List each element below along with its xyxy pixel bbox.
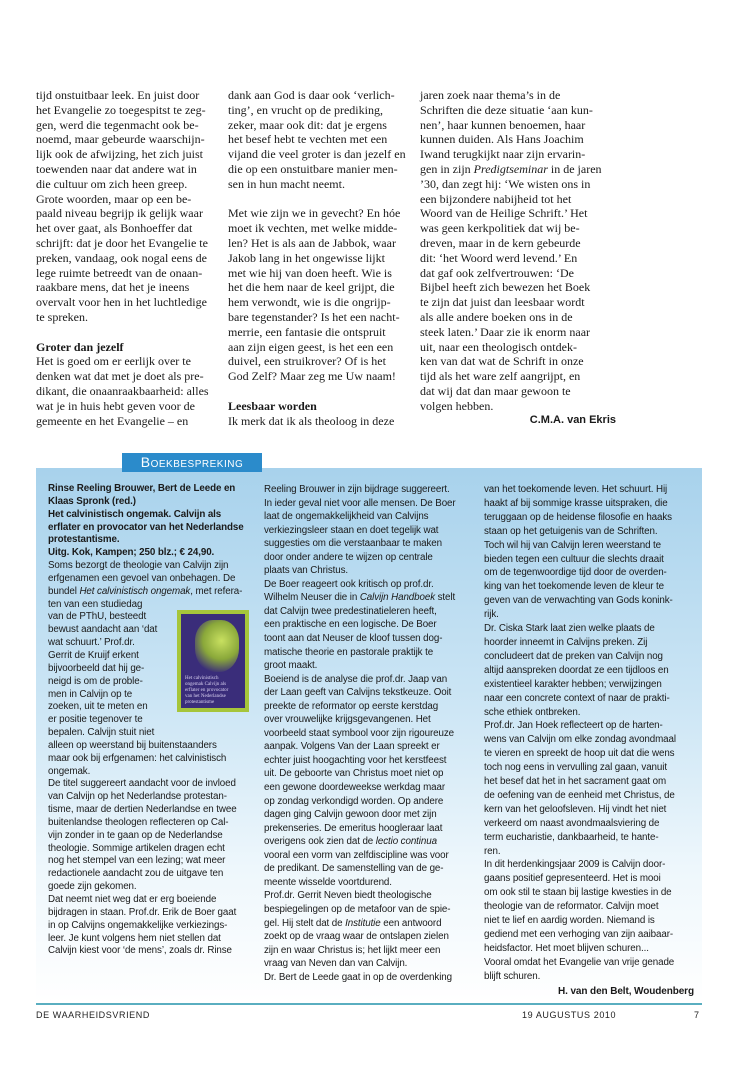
text-line: aan zijn eigen geest, is het een een bbox=[228, 339, 394, 354]
text-line: een gewone doordeweekse werkdag maar bbox=[264, 782, 446, 794]
text-line: als alle andere boeken ons in de bbox=[420, 309, 573, 324]
text-line: van de PThU, besteedt bbox=[48, 611, 147, 623]
text-line: echter juist hoogachting voor het kerstfeest bbox=[264, 754, 447, 766]
text-line: In dit herdenkingsjaar 2009 is Calvijn door- bbox=[484, 859, 666, 871]
text-line: Reeling Brouwer in zijn bijdrage suggereert. bbox=[264, 484, 450, 495]
text-line: het besef hebt te vechten met een bbox=[228, 132, 388, 147]
book-details-line: Het calvinistisch ongemak. Calvijn als bbox=[48, 508, 222, 520]
text-line: In ieder geval niet voor alle mensen. De Boer bbox=[264, 497, 456, 509]
text-line: Calvijn kiest voor ‘de mens’, zoals dr. Rinse bbox=[48, 945, 232, 957]
text-line: ken van dat wat de Schrift in onze bbox=[420, 354, 584, 369]
italic-title: Het calvinistisch ongemak bbox=[79, 585, 191, 597]
text-line: gediend met een verhoging van zijn aaibaar- bbox=[484, 929, 674, 940]
text-line: met wie hij van doen heeft. Wie is bbox=[228, 265, 392, 280]
text-line: groot maakt. bbox=[264, 660, 318, 672]
text-line: dreven, maar in de kern gebeurde bbox=[420, 235, 581, 250]
text-line: jaren zoek naar thema’s in de bbox=[420, 88, 561, 102]
text-line: over vrouwelijke krijgsgevangenen. Het bbox=[264, 714, 431, 726]
text-line: God Zelf? Maar zeg me Uw naam! bbox=[228, 369, 396, 384]
book-details-line: Klaas Spronk (red.) bbox=[48, 495, 136, 507]
book-cover-image bbox=[177, 610, 249, 712]
text-line: existentieel karakter hebben; verwijzingen bbox=[484, 678, 662, 690]
text-line: ongemak. bbox=[48, 765, 91, 777]
text-line bbox=[36, 325, 209, 340]
footer-rule bbox=[36, 1003, 702, 1005]
text-line: redactionele aandacht zou de uitgave ten bbox=[48, 868, 224, 880]
text-line: nen’, haar kunnen benoemen, haar bbox=[420, 117, 586, 132]
text-line: toch nog eens in vervulling zal gaan, vanuit bbox=[484, 762, 667, 774]
text-segment: , met refera- bbox=[190, 585, 243, 597]
text-line: sche ethiek ontbreken. bbox=[484, 706, 581, 718]
text-line: moet ik vechten, met welke midde- bbox=[228, 221, 398, 236]
text-line: een bijzondere nabijheid tot het bbox=[420, 191, 572, 206]
text-line: Schriften die deze situatie ‘aan kun- bbox=[420, 102, 593, 117]
text-line: bieden tegen een cultuur die slechts draait bbox=[484, 553, 664, 565]
text-line: plaats van Christus. bbox=[264, 565, 349, 577]
text-line: vijn zonder in te gaan op de Nederlandse bbox=[48, 829, 223, 841]
text-line: de predikant. De samenstelling van de ge- bbox=[264, 863, 444, 875]
text-line: het die hem naar de keel grijpt, die bbox=[228, 280, 395, 295]
text-line: zoekt op de vraag waar de ontslapen zielen bbox=[264, 931, 449, 943]
text-line: alleen op weerstand bij buitenstaanders bbox=[48, 739, 217, 751]
text-line: leer. Je kunt volgens hem niet stellen dat bbox=[48, 932, 221, 944]
cover-title-line: ongemak Calvijn als bbox=[185, 682, 227, 687]
text-line: er positie tegenover te bbox=[48, 714, 143, 726]
text-line: dat gaf ook zelfvertrouwen: ‘De bbox=[420, 265, 574, 280]
text-segment: Wilhelm Neuser die in bbox=[264, 592, 360, 604]
text-line: sen in hun macht neemt. bbox=[228, 176, 345, 191]
text-line: te spreken. bbox=[36, 309, 88, 324]
text-line: Het is goed om er eerlijk over te bbox=[36, 354, 191, 369]
text-line: Toch wil hij van Calvijn leren weerstand te bbox=[484, 539, 662, 551]
section-label: Boekbespreking bbox=[122, 453, 262, 472]
text-line: wens van Calvijn om elke zondag avondmaal bbox=[484, 734, 676, 746]
calvin-portrait bbox=[195, 620, 239, 672]
text-line: hem verwondt, wie is die ongrijp- bbox=[228, 295, 391, 310]
text-line: lege ruimte betreedt van de onaan- bbox=[36, 265, 203, 280]
text-line: dat wij dat dan maar gewoon te bbox=[420, 383, 571, 398]
text-line: meente wisselde voortdurend. bbox=[264, 876, 392, 888]
text-line: tijd onstuitbaar leek. En juist door bbox=[36, 88, 200, 102]
article-author: C.M.A. van Ekris bbox=[529, 414, 616, 426]
text-line bbox=[264, 835, 456, 849]
text-line: niet te lief en aardig worden. Niemand is bbox=[484, 915, 655, 927]
text-line: Ik merk dat ik als theoloog in deze bbox=[228, 413, 395, 428]
text-line: zoeken, uit te meten en bbox=[48, 701, 148, 713]
text-line: bepalen. Calvijn stuit niet bbox=[48, 727, 155, 739]
italic-title: Institutie bbox=[345, 917, 381, 929]
text-line: te zijn dat juist dan leesbaar wordt bbox=[420, 295, 585, 310]
text-line: toewenden naar dat andere wat in bbox=[36, 161, 197, 176]
text-line: Woord van de Heilige Schrift.’ Het bbox=[420, 206, 588, 221]
text-line: erfgenamen een gevoel van onbehagen. De bbox=[48, 572, 236, 584]
text-line: die cultuur om zich heen greep. bbox=[36, 176, 188, 191]
text-line: paald niveau begrijp ik gelijk waar bbox=[36, 206, 203, 221]
text-line: Dat neemt niet weg dat er erg boeiende bbox=[48, 894, 217, 905]
text-line: bijdragen in staan. Prof.dr. Erik de Boer gaat bbox=[48, 906, 237, 918]
text-line: teruggaan op de heidense filosofie en haaks bbox=[484, 511, 672, 523]
text-line: blijft schuren. bbox=[484, 970, 541, 982]
text-line: men in Calvijn op te bbox=[48, 688, 133, 700]
text-line: gen, werd die tegenmacht ook be- bbox=[36, 117, 199, 132]
book-details-line: Uitg. Kok, Kampen; 250 blz.; € 24,90. bbox=[48, 547, 215, 559]
text-line: Boeiend is de analyse die prof.dr. Jaap van bbox=[264, 673, 448, 685]
text-line: dat Calvijn twee predestinatieleren heeft, bbox=[264, 605, 437, 617]
text-line: door onder andere te wijzen op centrale bbox=[264, 551, 433, 563]
italic-title: lectio continua bbox=[375, 836, 437, 848]
text-line: op zondag verkondigd worden. Op andere bbox=[264, 795, 444, 807]
text-segment: in de jaren bbox=[547, 161, 602, 176]
page-number: 7 bbox=[694, 1010, 700, 1020]
book-details-line: Rinse Reeling Brouwer, Bert de Leede en bbox=[48, 483, 236, 494]
text-line: De titel suggereert aandacht voor de invloed bbox=[48, 778, 236, 790]
text-line: bespiegelingen op de metafoor van de spie- bbox=[264, 903, 451, 915]
text-line: vooral een vorm van zelfdiscipline was voor bbox=[264, 849, 449, 861]
text-line: vijand die veel groter is dan jezelf en bbox=[228, 147, 406, 162]
text-line: Bijbel heeft zich bewezen het Boek bbox=[420, 280, 591, 295]
text-line: merrie, een fantasie die ontspruit bbox=[228, 324, 386, 339]
book-details-line: erflater en provocator van het Nederlandse bbox=[48, 521, 244, 533]
text-line: het Evangelie zo toegespitst te zeg- bbox=[36, 102, 206, 117]
article-column-3 bbox=[420, 88, 616, 414]
text-line: tisme, maar de dertien Nederlandse en twee bbox=[48, 804, 237, 816]
text-line: kern van het geloofsleven. Hij vindt het niet bbox=[484, 803, 667, 815]
text-line: bewust aandacht aan ‘dat bbox=[48, 624, 158, 636]
text-line: heidsfactor. Het moet blijven schuren... bbox=[484, 942, 649, 954]
text-line: der Laan geeft van Calvijns tekstkeuze. Ooit bbox=[264, 687, 452, 699]
text-line: verkiezingsleer staan en doet tegelijk wat bbox=[264, 524, 439, 536]
text-line: gemeente en het Evangelie – en bbox=[36, 413, 189, 428]
article-column-1 bbox=[36, 88, 209, 428]
text-segment: een antwoord bbox=[380, 917, 442, 929]
cover-title-line: erflater en provocator bbox=[185, 688, 229, 693]
text-line: De Boer reageert ook kritisch op prof.dr. bbox=[264, 578, 434, 590]
text-line: Jakob lang in het ongewisse lijkt bbox=[228, 250, 385, 265]
text-line: het over gaat, als Bonhoeffer dat bbox=[36, 221, 193, 236]
text-line: zijn en waar Christus is; het lijkt meer een bbox=[264, 944, 441, 956]
text-line: ting’, en vrucht op de prediking, bbox=[228, 102, 383, 117]
text-segment: bundel bbox=[48, 585, 80, 597]
review-column-1 bbox=[48, 483, 244, 958]
text-segment: stelt bbox=[435, 592, 456, 604]
text-line: van Calvijn op het Nederlandse protestan- bbox=[48, 791, 227, 803]
text-line: len? Het is als aan de Jabbok, waar bbox=[228, 235, 396, 250]
text-line: preekte de reformator op eerste kerstdag bbox=[264, 700, 439, 712]
text-line bbox=[264, 917, 456, 931]
text-line: die op een onstuitbare manier men- bbox=[228, 161, 398, 176]
text-segment: overigens ook zien dat de bbox=[264, 836, 376, 848]
footer-magazine-name: DE WAARHEIDSVRIEND bbox=[36, 1010, 150, 1020]
section-heading: Leesbaar worden bbox=[228, 398, 317, 413]
text-line: buitenlandse theologen reflecteren op Cal- bbox=[48, 816, 229, 828]
text-line: Vooral omdat het Evangelie van vrije genade bbox=[484, 956, 675, 968]
text-line: Gerrit de Kruijf erkent bbox=[48, 649, 139, 661]
text-line: laat de ongemakkelijkheid van Calvijns bbox=[264, 511, 429, 523]
text-line: preken, vandaag, ook nogal eens de bbox=[36, 250, 207, 265]
cover-title-line: van het Nederlandse bbox=[185, 694, 226, 699]
text-line: bijvoorbeeld dat hij ge- bbox=[48, 662, 145, 674]
text-line: dagen ging Calvijn gewoon door met zijn bbox=[264, 809, 437, 821]
text-line: het besef dat het in het sacrament gaat om bbox=[484, 776, 667, 788]
text-line: denken wat dat met je doet als pre- bbox=[36, 369, 204, 384]
text-line: Met wie zijn we in gevecht? En hóe bbox=[228, 206, 401, 221]
text-line: maar ook bij erfgenamen: het calvinistisch bbox=[48, 752, 227, 764]
text-line: Grote woorden, maar op een be- bbox=[36, 191, 192, 206]
text-line: prekenseries. De emeritus hoogleraar laat bbox=[264, 822, 443, 834]
text-line: was geen kerkpolitiek dat wij be- bbox=[420, 221, 580, 236]
section-heading: Groter dan jezelf bbox=[36, 339, 124, 354]
text-line: om ook stil te staan bij lastige kwesties in de bbox=[484, 887, 672, 899]
text-line: dikant, die onaanraakbaarheid: alles bbox=[36, 383, 209, 398]
text-line: term eucharistie, dankbaarheid, te hante- bbox=[484, 831, 659, 843]
text-line: goede zijn gekomen. bbox=[48, 881, 137, 893]
text-line: tijd als het ware zelf aangrijpt, en bbox=[420, 369, 581, 384]
text-line: theologie van de reformator. Calvijn moet bbox=[484, 901, 659, 913]
text-line: verkeerd om naast avondmaalsviering de bbox=[484, 817, 660, 829]
text-line: raakbare mens, dat het je ineens bbox=[36, 280, 190, 295]
text-line bbox=[228, 384, 406, 399]
reviewer-name: H. van den Belt, Woudenberg bbox=[557, 986, 694, 997]
text-line: zeker, maar ook dit: dat je ergens bbox=[228, 117, 387, 132]
text-line: aanpak. Volgens Van der Laan spreekt er bbox=[264, 741, 440, 753]
text-line: matische theorie en pastorale praktijk te bbox=[264, 646, 434, 658]
text-line: wat je in huis hebt geven voor de bbox=[36, 398, 195, 413]
text-line: ren. bbox=[484, 845, 501, 857]
text-segment: gen in zijn bbox=[420, 161, 474, 176]
text-line: wat schuurt.’ Prof.dr. bbox=[48, 637, 135, 649]
text-line: duivel, een struikrover? Of is het bbox=[228, 354, 386, 369]
text-line: steek laten.’ Daar zie ik enorm naar bbox=[420, 324, 591, 339]
text-line: Prof.dr. Jan Hoek reflecteert op de harten- bbox=[484, 720, 663, 732]
text-line: ten van een studiedag bbox=[48, 598, 143, 610]
text-line: Soms bezorgt de theologie van Calvijn zijn bbox=[48, 560, 229, 572]
text-line: uit, naar een theologisch ontdek- bbox=[420, 339, 577, 354]
book-details-line: protestantisme. bbox=[48, 534, 120, 546]
text-line: een praktische en een logische. De Boer bbox=[264, 619, 437, 631]
text-line bbox=[228, 192, 406, 207]
text-line bbox=[48, 586, 244, 599]
review-column-2 bbox=[264, 483, 456, 984]
text-line: Dr. Ciska Stark laat zien welke plaats de bbox=[484, 623, 655, 635]
text-line bbox=[264, 591, 456, 605]
text-line: altijd aanspreken doordat ze een tijdloos en bbox=[484, 664, 669, 676]
text-line bbox=[420, 162, 616, 177]
text-line: in op Calvijns ongemakkelijke verkiezings- bbox=[48, 919, 228, 931]
text-line: Prof.dr. Gerrit Neven biedt theologische bbox=[264, 890, 432, 902]
text-line: voorbeeld staat symbool voor zijn rigoureuze bbox=[264, 727, 455, 739]
text-line: theologie. Sommige artikelen dragen echt bbox=[48, 842, 225, 854]
text-line: Iwand terugkijkt naar zijn ervarin- bbox=[420, 147, 586, 162]
text-line: noemd, maar gebeurde waarschijn- bbox=[36, 132, 205, 147]
italic-title: Calvijn Handboek bbox=[359, 592, 435, 604]
text-line: vraag van Neven dan van Calvijn. bbox=[264, 958, 408, 970]
italic-title: Predigtseminar bbox=[473, 161, 548, 176]
text-line: rijk. bbox=[484, 609, 499, 621]
text-line: te vieren en spreekt de hoop uit dat die wens bbox=[484, 748, 675, 760]
text-line: lijk ook de afwijzing, het zich juist bbox=[36, 147, 203, 162]
text-line: naar een concrete context of naar de prakti- bbox=[484, 692, 670, 704]
book-cover-title bbox=[185, 676, 242, 706]
text-line: gaans positief gepresenteerd. Het is mooi bbox=[484, 873, 661, 885]
text-line: neigd is om de proble- bbox=[48, 675, 143, 687]
text-line: geven van de verwachting van Gods konink- bbox=[484, 595, 673, 607]
text-line: king van het toekomende leven de kleur te bbox=[484, 581, 664, 593]
text-line: bare tegenstander? Is het een nacht- bbox=[228, 309, 400, 324]
text-line: concludeert dat de preken van Calvijn nog bbox=[484, 650, 663, 662]
text-line: Dr. Bert de Leede gaat in op de overdenking bbox=[264, 971, 452, 983]
text-line: haakt af bij sommige krasse uitspraken, die bbox=[484, 497, 668, 509]
review-column-3 bbox=[484, 483, 694, 984]
text-line: ’30, dan zegt hij: ‘We wisten ons in bbox=[420, 176, 591, 191]
footer-date: 19 AUGUSTUS 2010 bbox=[522, 1010, 617, 1020]
text-line: dank aan God is daar ook ‘verlich- bbox=[228, 88, 395, 102]
text-line: hoorder inneemt in Calvijns preken. Zij bbox=[484, 636, 648, 648]
text-line: om de tegenwoordige tijd door de overden- bbox=[484, 567, 667, 579]
text-line: schrijft: dat je door het Evangelie te bbox=[36, 235, 208, 250]
text-line: suggesties om die verstaanbaar te maken bbox=[264, 538, 442, 550]
cover-title-line: Het calvinistisch bbox=[185, 676, 219, 681]
text-line: uit. De geboorte van Christus moet niet op bbox=[264, 768, 444, 780]
text-line: van het toekomende leven. Het schuurt. Hij bbox=[484, 484, 668, 495]
text-line: nog het stempel van een lezing; wat meer bbox=[48, 855, 226, 867]
text-line: volgen hebben. bbox=[420, 398, 494, 413]
text-line: dit: ‘het Woord werd levend.’ En bbox=[420, 250, 578, 265]
text-line: staan op het getuigenis van de Schriften. bbox=[484, 525, 658, 537]
text-line: toont aan dat Neuser de kloof tussen dog- bbox=[264, 633, 443, 645]
text-line: overvalt voor hen in het luchtledige bbox=[36, 295, 207, 310]
text-segment: gel. Hij stelt dat de bbox=[264, 917, 346, 929]
cover-title-line: protestantisme bbox=[185, 700, 215, 705]
text-line: de oefening van de eenheid met Christus, de bbox=[484, 789, 675, 801]
text-line: kunnen duiden. Als Hans Joachim bbox=[420, 132, 584, 147]
article-column-2 bbox=[228, 88, 406, 428]
